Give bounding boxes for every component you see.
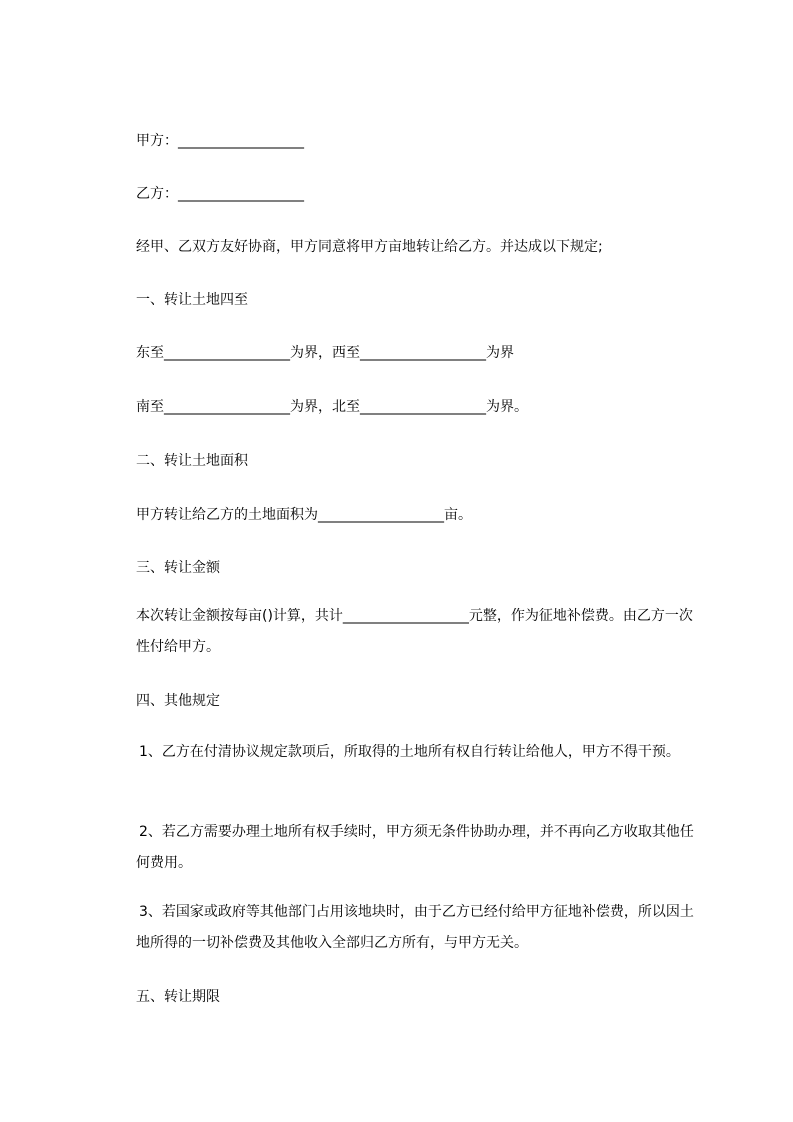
rule3-paragraph: 3、若国家或政府等其他部门占用该地块时，由于乙方已经付给甲方征地补偿费，所以因土地所得的一切补偿费及其他收入全部归乙方所有，与甲方无关。 bbox=[136, 904, 694, 951]
party-b-line: 乙方：__________________ bbox=[136, 186, 304, 202]
boundary-east-west: 东至__________________为界，西至__________________为界 bbox=[136, 345, 514, 361]
section3-heading: 三、转让金额 bbox=[136, 560, 220, 576]
section4-heading: 四、其他规定 bbox=[136, 693, 220, 709]
amount-paragraph: 本次转让金额按每亩()计算，共计__________________元整，作为征地补偿费。由乙方一次性付给甲方。 bbox=[136, 608, 693, 655]
rule2-paragraph: 2、若乙方需要办理土地所有权手续时，甲方须无条件协助办理，并不再向乙方收取其他任何费用。 bbox=[136, 824, 694, 871]
section1-heading: 一、转让土地四至 bbox=[136, 292, 248, 308]
area-paragraph: 甲方转让给乙方的土地面积为__________________亩。 bbox=[136, 507, 472, 523]
section2-heading: 二、转让土地面积 bbox=[136, 453, 248, 469]
section5-heading: 五、转让期限 bbox=[136, 989, 220, 1005]
rule1-paragraph: 1、乙方在付清协议规定款项后，所取得的土地所有权自行转让给他人，甲方不得干预。 bbox=[139, 744, 680, 760]
party-a-line: 甲方：__________________ bbox=[136, 133, 304, 149]
boundary-south-north: 南至__________________为界，北至__________________为界。 bbox=[136, 399, 528, 415]
intro-paragraph: 经甲、乙双方友好协商，甲方同意将甲方亩地转让给乙方。并达成以下规定; bbox=[136, 239, 603, 255]
